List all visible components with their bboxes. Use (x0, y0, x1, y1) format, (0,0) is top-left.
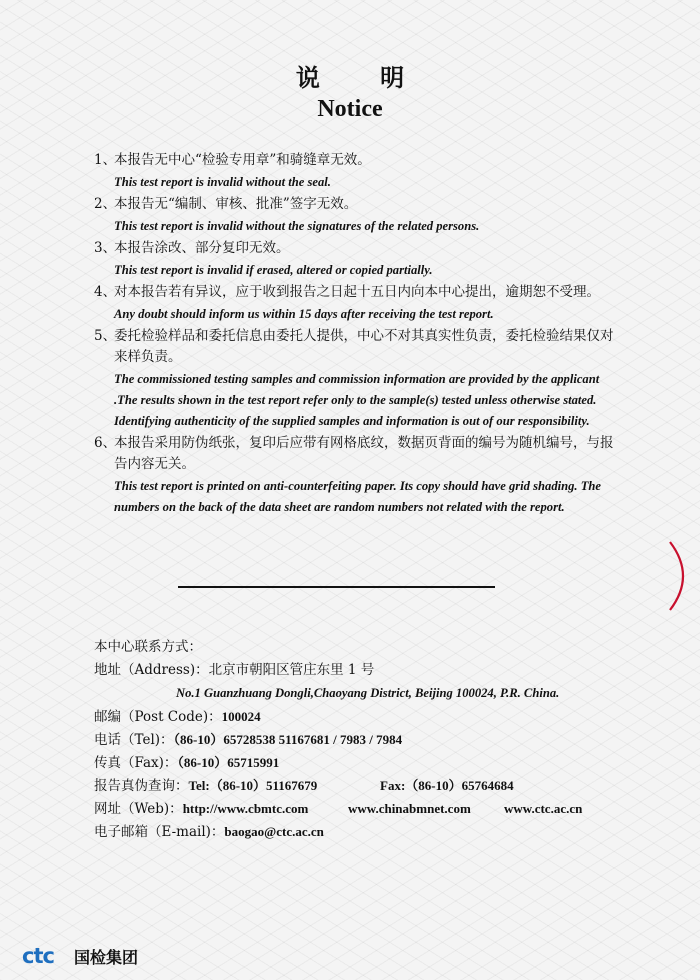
email-row (94, 820, 654, 843)
notice-number: 3、 (94, 240, 117, 256)
notice-text-en: This test report is invalid if erased, altered or copied partially. (114, 263, 433, 277)
notice-text-cn: 本报告无中心“检验专用章”和骑缝章无效。 (114, 152, 371, 168)
address-label: 地址（Address)： (94, 662, 209, 678)
notice-text-en: This test report is invalid without the signatures of the related persons. (114, 219, 480, 233)
page-title-en: Notice (317, 96, 383, 122)
address-cn: 北京市朝阳区管庄东里 1 号 (208, 662, 375, 678)
notice-text-cn: 本报告涂改、部分复印无效。 (114, 240, 290, 256)
postcode-value: 100024 (221, 709, 261, 724)
notice-number: 5、 (94, 328, 117, 344)
notice-item (94, 433, 624, 518)
address-row (94, 659, 654, 682)
contact-section (94, 636, 654, 843)
postcode-row (94, 705, 654, 728)
notice-text-cn: 本报告采用防伪纸张，复印后应带有网格底纹，数据页背面的编号为随机编号，与报告内容无关。 (114, 435, 614, 472)
logo-text: 国检集团 (74, 947, 139, 967)
verify-tel: Tel:（86-10）51167679 (188, 778, 318, 793)
contact-heading: 本中心联系方式： (94, 639, 202, 655)
notice-text-cn: 本报告无“编制、审核、批准”签字无效。 (114, 196, 358, 212)
address-en-row (94, 682, 654, 705)
notice-text-en: Any doubt should inform us within 15 days after receiving the test report. (114, 307, 494, 321)
notice-number: 1、 (94, 152, 117, 168)
seal-stamp-arc (640, 540, 700, 612)
svg-text:ctc: ctc (22, 945, 54, 967)
notice-text-cn: 委托检验样品和委托信息由委托人提供，中心不对其真实性负责，委托检验结果仅对来样负责。 (114, 328, 614, 365)
web-link-3[interactable]: www.ctc.ac.cn (504, 801, 583, 816)
notice-text-en: The commissioned testing samples and commission information are provided by the applicant .The results shown in the test report refer only to the sample(s) tested unless otherwise stated. Identifying authenticity of the supplied samples and information is out of our responsibility. (114, 372, 600, 428)
web-link-2[interactable]: www.chinabmnet.com (348, 801, 471, 816)
verify-label: 报告真伪查询： (94, 778, 189, 794)
notice-item (94, 326, 624, 432)
postcode-label: 邮编（Post Code)： (94, 709, 222, 725)
tel-value: （86-10）65728538 51167681 / 7983 / 7984 (173, 732, 403, 747)
tel-label: 电话（Tel)： (94, 732, 174, 748)
company-logo (22, 943, 138, 969)
verify-fax: Fax:（86-10）65764684 (380, 778, 514, 793)
notice-number: 6、 (94, 435, 117, 451)
notice-number: 4、 (94, 284, 117, 300)
fax-label: 传真（Fax)： (94, 755, 178, 771)
divider-rule (178, 586, 495, 588)
tel-row (94, 728, 654, 751)
web-label: 网址（Web)： (94, 801, 183, 817)
notice-number: 2、 (94, 196, 117, 212)
notice-item (94, 194, 624, 237)
notice-item (94, 282, 624, 325)
email-link[interactable]: baogao@ctc.ac.cn (224, 824, 324, 839)
notice-item (94, 150, 624, 193)
notice-list (94, 150, 624, 519)
verify-row (94, 774, 654, 797)
fax-row (94, 751, 654, 774)
notice-item (94, 238, 624, 281)
web-row (94, 797, 654, 820)
notice-text-cn: 对本报告若有异议，应于收到报告之日起十五日内向本中心提出，逾期恕不受理。 (114, 284, 600, 300)
notice-text-en: This test report is invalid without the seal. (114, 175, 331, 189)
page-title-cn: 说 明 (295, 63, 431, 92)
notice-text-en: This test report is printed on anti-counterfeiting paper. Its copy should have grid shading. The numbers on the back of the data sheet are random numbers not related with the report. (114, 479, 602, 514)
address-en: No.1 Guanzhuang Dongli,Chaoyang District, Beijing 100024, P.R. China. (176, 686, 560, 700)
fax-value: （86-10）65715991 (177, 755, 280, 770)
web-link-1[interactable]: http://www.cbmtc.com (182, 801, 309, 816)
ctc-logo-icon (22, 945, 68, 967)
email-label: 电子邮箱（E-mail)： (94, 824, 225, 840)
